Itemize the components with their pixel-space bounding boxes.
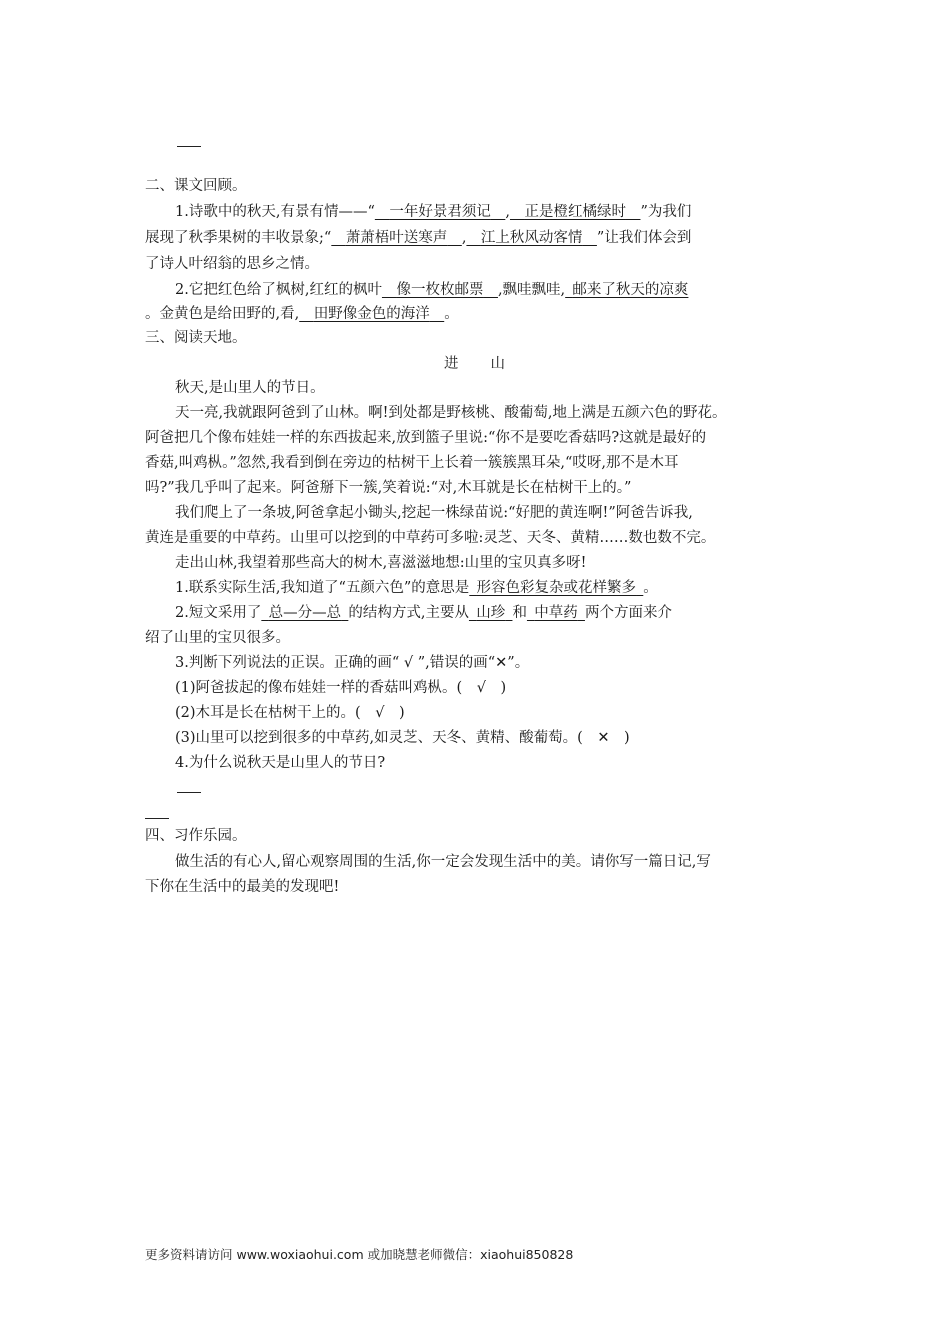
answer-text: 邮来了秋天的凉爽 bbox=[572, 282, 689, 298]
passage-line: 黄连是重要的中草药。山里可以挖到的中草药可多啦:灵芝、天冬、黄精……数也数不完。 bbox=[145, 530, 716, 546]
passage-line: 吗?”我几乎叫了起来。阿爸掰下一簇,笑着说:“对,木耳就是长在枯树干上的。” bbox=[145, 480, 632, 496]
answer-text: 江上秋风动客情 bbox=[480, 230, 583, 246]
answer-text: 正是橙红橘绿时 bbox=[524, 204, 626, 220]
writing-prompt: 做生活的有心人,留心观察周围的生活,你一定会发现生活中的美。请你写一篇日记,写 bbox=[175, 854, 711, 870]
footer-promo-text: 更多资料请访问 www.woxiaohui.com 或加晓慧老师微信：xiaohui850828 bbox=[145, 1247, 574, 1262]
judgement-item: (3)山里可以挖到很多的中草药,如灵芝、天冬、黄精、酸葡萄。( ✕ ) bbox=[175, 730, 630, 746]
passage-paragraph: 走出山林,我望着那些高大的树木,喜滋滋地想:山里的宝贝真多呀! bbox=[175, 555, 587, 571]
answer-blank-line bbox=[177, 146, 201, 147]
cross-mark: ✕ bbox=[597, 730, 610, 746]
answer-text: 萧萧梧叶送寒声 bbox=[345, 230, 448, 246]
answer-text: 一年好景君须记 bbox=[389, 204, 491, 220]
check-mark: √ bbox=[476, 680, 486, 696]
question-2-2-line-1: 2.它把红色给了枫树,红红的枫叶 像一枚枚邮票 ,飘哇飘哇, 邮来了秋天的凉爽 bbox=[175, 282, 689, 298]
question-2-1-line-3: 了诗人叶绍翁的思乡之情。 bbox=[145, 256, 319, 272]
judgement-item: (2)木耳是长在枯树干上的。( √ ) bbox=[175, 705, 405, 721]
writing-prompt-line-2: 下你在生活中的最美的发现吧! bbox=[145, 879, 340, 895]
section-heading: 二、课文回顾。 bbox=[145, 178, 247, 194]
answer-text: 形容色彩复杂或花样繁多 bbox=[476, 580, 637, 596]
answer-blank-line bbox=[177, 792, 201, 793]
answer-text: 田野像金色的海洋 bbox=[313, 306, 430, 322]
passage-paragraph: 秋天,是山里人的节日。 bbox=[175, 380, 325, 396]
question-3-3-stem: 3.判断下列说法的正误。正确的画“ √ ”,错误的画“✕”。 bbox=[175, 655, 530, 671]
question-3-1: 1.联系实际生活,我知道了“五颜六色”的意思是 形容色彩复杂或花样繁多 。 bbox=[175, 580, 658, 596]
judgement-item: (1)阿爸拔起的像布娃娃一样的香菇叫鸡枞。( √ ) bbox=[175, 680, 507, 696]
check-mark: √ bbox=[375, 705, 385, 721]
question-2-1-line-2: 展现了秋季果树的丰收景象;“ 萧萧梧叶送寒声 , 江上秋风动客情 ”让我们体会到 bbox=[145, 230, 692, 246]
question-3-2: 2.短文采用了 总—分—总 的结构方式,主要从 山珍 和 中草药 两个方面来介 bbox=[175, 605, 672, 621]
section-heading: 四、习作乐园。 bbox=[145, 828, 247, 844]
question-3-2-line-2: 绍了山里的宝贝很多。 bbox=[145, 630, 290, 646]
answer-text: 总—分—总 bbox=[268, 605, 342, 621]
passage-line: 香菇,叫鸡枞。”忽然,我看到倒在旁边的枯树干上长着一簇簇黑耳朵,“哎呀,那不是木耳 bbox=[145, 455, 679, 471]
answer-text: 山珍 bbox=[476, 605, 506, 621]
passage-line: 阿爸把几个像布娃娃一样的东西拔起来,放到篮子里说:“你不是要吃香菇吗?这就是最好的 bbox=[145, 430, 707, 446]
passage-paragraph: 我们爬上了一条坡,阿爸拿起小锄头,挖起一株绿苗说:“好肥的黄连啊!”阿爸告诉我, bbox=[175, 505, 693, 521]
question-2-2-line-2: 。金黄色是给田野的,看, 田野像金色的海洋 。 bbox=[145, 306, 459, 322]
passage-title: 进 山 bbox=[444, 356, 506, 372]
answer-text: 中草药 bbox=[534, 605, 578, 621]
section-heading: 三、阅读天地。 bbox=[145, 330, 247, 346]
answer-text: 像一枚枚邮票 bbox=[396, 282, 484, 298]
answer-blank-line bbox=[145, 818, 169, 819]
question-2-1-line-1: 1.诗歌中的秋天,有景有情——“ 一年好景君须记 , 正是橙红橘绿时 ”为我们 bbox=[175, 204, 692, 220]
question-3-4: 4.为什么说秋天是山里人的节日? bbox=[175, 755, 386, 771]
passage-paragraph: 天一亮,我就跟阿爸到了山林。啊!到处都是野核桃、酸葡萄,地上满是五颜六色的野花。 bbox=[175, 405, 727, 421]
